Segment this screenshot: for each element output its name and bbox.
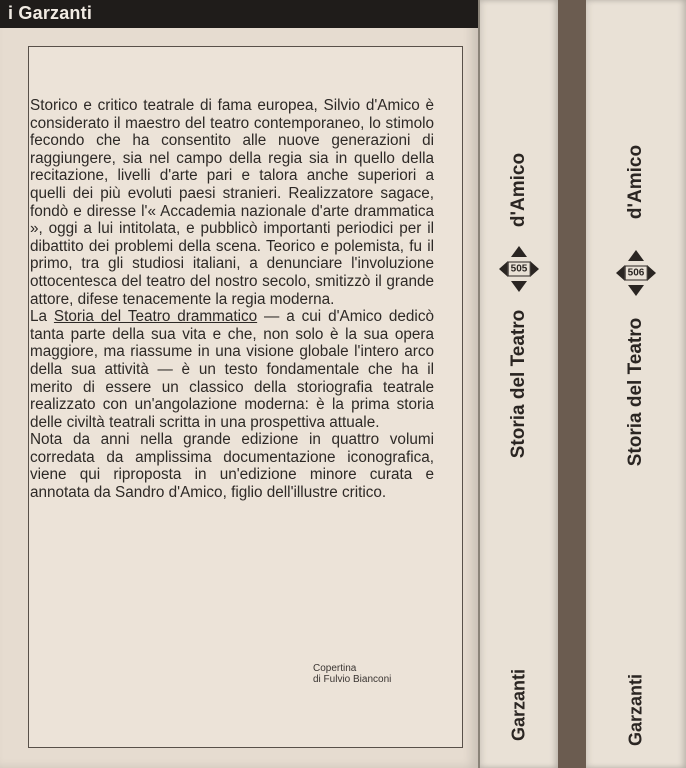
spine-gap bbox=[558, 0, 586, 768]
brand-label: i Garzanti bbox=[8, 3, 93, 23]
cover-credit bbox=[313, 663, 391, 685]
volume-badge bbox=[616, 250, 656, 296]
spine-title: Storia del Teatro bbox=[625, 317, 646, 467]
blurb bbox=[30, 97, 434, 502]
volume-badge bbox=[499, 246, 539, 292]
spine-author: d'Amico bbox=[625, 144, 646, 220]
brand-bar bbox=[0, 0, 478, 28]
credit-line-2: di Fulvio Bianconi bbox=[313, 674, 392, 685]
spine-title: Storia del Teatro bbox=[508, 309, 529, 459]
spine-publisher: Garzanti bbox=[508, 668, 529, 742]
spine-publisher: Garzanti bbox=[625, 673, 646, 747]
blurb-paragraph-1: Storico e critico teatrale di fama europea, Silvio d'Amico è considerato il maestro del teatro contemporaneo, lo stimolo fecondo che ha consentito alle nuove generazioni di raggiungere, sia nel campo della regia sia in quello della recitazione, livelli d'arte pari e talora anche superiori a quelli dei più evoluti paesi stranieri. Realizzatore sagace, fondò e diresse l'« Accademia nazionale d'arte drammatica », oggi a lui intitolata, e pubblicò importanti periodici per il dibattito dei problemi della scena. Teorico e polemista, fu il primo, tra gli studiosi italiani, a denunciare l'involuzione ottocentesca del teatro del nostro secolo, smitizzò il grande attore, difese tenacemente la regia moderna. bbox=[30, 97, 434, 308]
spine-volume-1 bbox=[480, 0, 558, 768]
blurb-paragraph-2 bbox=[30, 308, 434, 431]
volume-number: 505 bbox=[508, 262, 531, 277]
blurb-paragraph-2-rest: — a cui d'Amico dedicò tanta parte della sua vita e che, non solo è la sua opera maggiore, ma riassume in una visione globale l'intero arco della sua attività — è un testo fondamentale che ha il merito di essere un classico della storiografia teatrale realizzato con un'angolazione moderna: è la prima storia delle civiltà teatrali scritta in una prospettiva attuale. bbox=[30, 308, 434, 431]
blurb-paragraph-2-prefix: La bbox=[30, 308, 54, 326]
blurb-paragraph-3: Nota da anni nella grande edizione in quattro volumi corredata da amplissima documentazione iconografica, viene qui riproposta in un'edizione minore curata e annotata da Sandro d'Amico, figlio dell'illustre critico. bbox=[30, 431, 434, 502]
spine-volume-2 bbox=[586, 0, 686, 768]
book-title-underlined: Storia del Teatro drammatico bbox=[53, 308, 258, 326]
volume-number: 506 bbox=[625, 266, 648, 281]
credit-line-1: Copertina bbox=[313, 663, 357, 674]
spine-author: d'Amico bbox=[508, 152, 529, 228]
